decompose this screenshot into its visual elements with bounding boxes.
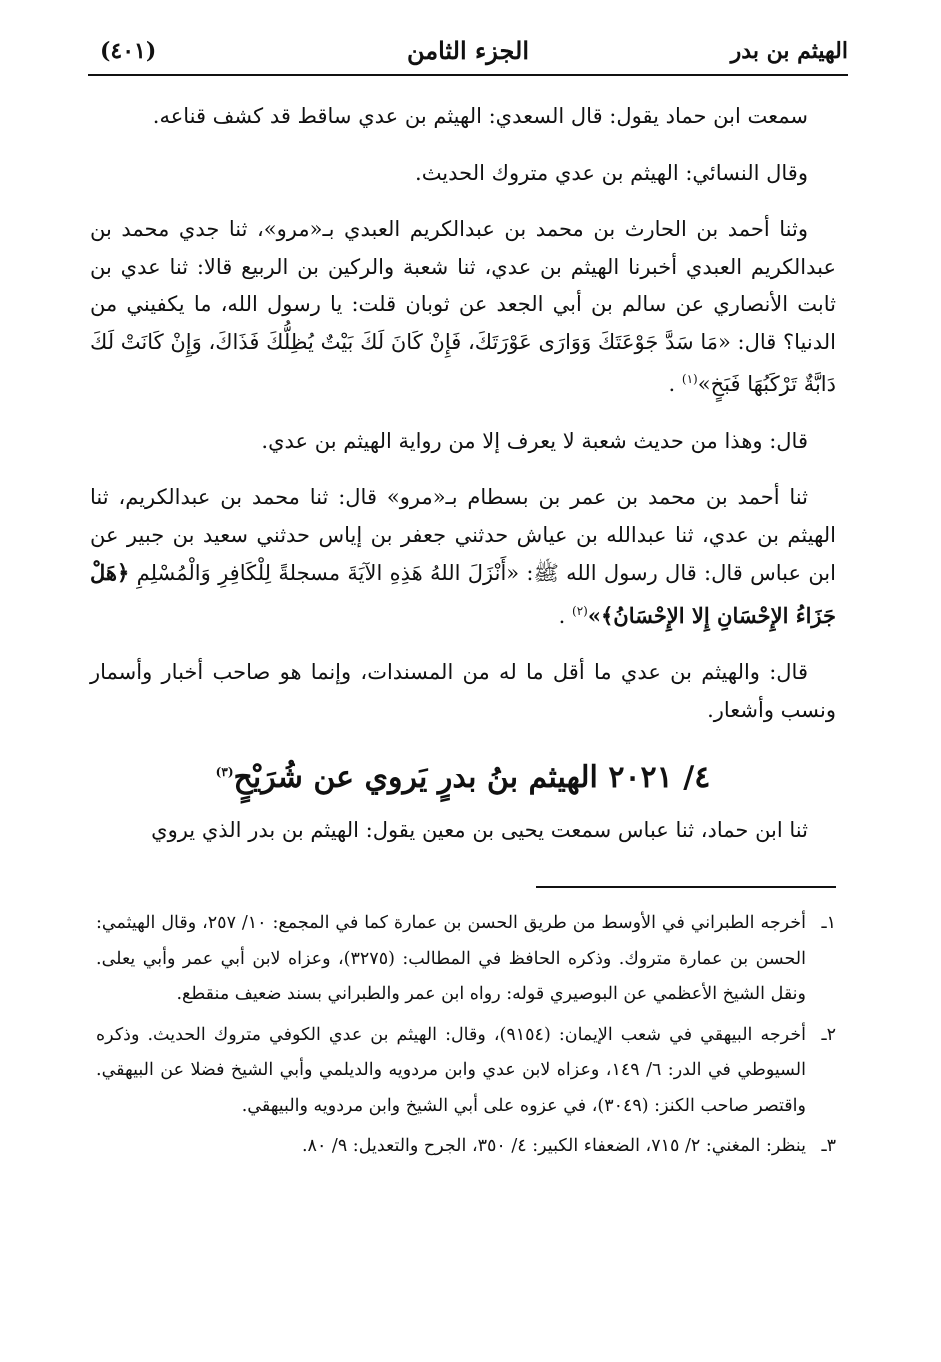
main-text xyxy=(90,98,836,869)
footnote-marker: (٣) xyxy=(215,765,234,779)
page-header xyxy=(88,34,848,76)
paragraph: قال: وهذا من حديث شعبة لا يعرف إلا من رواية الهيثم بن عدي. xyxy=(261,428,808,453)
footnote-marker: (١) xyxy=(681,372,698,386)
footnote-number: ١ـ xyxy=(821,913,836,933)
running-title: الهيثم بن بدر xyxy=(730,38,848,64)
footnote-number: ٣ـ xyxy=(821,1136,836,1156)
footnote-text: أخرجه البيهقي في شعب الإيمان: (٩١٥٤)، وقال: الهيثم بن عدي الكوفي متروك الحديث. وذكره السيوطي في الدر: ٦/ ١٤٩، وعزاه لابن عدي وابن مردويه والديلمي وأبي الشيخ فضلا عن البيهقي. واقتصر صاحب الكنز: (٣٠٤٩)، في عزوه على أبي الشيخ وابن مردويه والبيهقي. xyxy=(96,1024,806,1116)
entry-heading xyxy=(90,748,836,802)
footnote xyxy=(96,906,836,1013)
footnote xyxy=(96,1129,836,1165)
footnote-marker: (٢) xyxy=(572,603,588,618)
footnotes xyxy=(96,906,836,1170)
paragraph-text: وثنا أحمد بن الحارث بن محمد بن عبدالكريم العبدي بـ«مرو»، ثنا جدي محمد بن عبدالكريم العبدي أخبرنا الهيثم بن عدي، ثنا شعبة والركين بن الربيع قالا: ثنا عدي بن ثابت الأنصاري عن سالم بن أبي الجعد عن ثوبان قلت: يا رسول الله، ما يكفيني من الدنيا؟ قال: «مَا سَدَّ جَوْعَتَكَ وَوَارَى عَوْرَتَكَ، فَإِنْ كَانَ لَكَ بَيْتٌ يُظِلُّكَ فَذَاكَ، وَإِنْ كَانَتْ لَكَ دَابَّةٌ تَرْكَبُهَا فَبَخٍ» xyxy=(90,217,836,396)
paragraph: قال: والهيثم بن عدي ما أقل ما له من المسندات، وإنما هو صاحب أخبار وأسمار ونسب وأشعار. xyxy=(90,660,836,722)
page-number: (٤٠١) xyxy=(100,38,157,64)
quran-verse: ﴿هَلْ جَزَاءُ الإِحْسَانِ إِلا الإِحْسَانُ﴾» xyxy=(90,560,836,628)
paragraph: ثنا ابن حماد، ثنا عباس سمعت يحيى بن معين يقول: الهيثم بن بدر الذي يروي xyxy=(151,818,808,842)
paragraph: ثنا أحمد بن محمد بن عمر بن بسطام بـ«مرو» قال: ثنا محمد بن عبدالكريم، ثنا الهيثم بن عدي، ثنا عبدالله بن عياش حدثني جعفر بن إياس حدثني سعيد بن جبير عن ابن عباس قال: قال رسول الله ﷺ: «أَنْزَلَ اللهُ هَذِهِ الآيَةَ مسجلةً لِلْكَافِرِ وَالْمُسْلِمِ ﴿هَلْ جَزَاءُ الإِحْسَانِ إِلا الإِحْسَانُ﴾»$^{(٢)}$ . xyxy=(90,485,836,628)
footnote-text: أخرجه الطبراني في الأوسط من طريق الحسن بن عمارة كما في المجمع: ١٠/ ٢٥٧، وقال الهيثمي: الحسن بن عمارة متروك. وذكره الحافظ في المطالب: (٣٢٧٥)، وعزاه لابن أبي عمر وأبي يعلى. ونقل الشيخ الأعظمي عن البوصيري قوله: رواه ابن عمر والطبراني بسند ضعيف منقطع. xyxy=(96,913,806,1004)
paragraph: وقال النسائي: الهيثم بن عدي متروك الحديث. xyxy=(415,160,808,185)
entry-heading-text: ٤/ ٢٠٢١ الهيثم بنُ بدرٍ يَروي عن شُرَيْحٍ xyxy=(233,760,711,795)
footnote-separator xyxy=(536,886,836,888)
footnote xyxy=(96,1018,836,1125)
part-title: الجزء الثامن xyxy=(406,36,529,65)
footnote-number: ٢ـ xyxy=(821,1024,836,1045)
footnote-text: ينظر: المغني: ٢/ ٧١٥، الضعفاء الكبير: ٤/ ٣٥٠، الجرح والتعديل: ٩/ ٨٠. xyxy=(301,1136,806,1156)
paragraph: سمعت ابن حماد يقول: قال السعدي: الهيثم بن عدي ساقط قد كشف قناعه. xyxy=(152,104,808,128)
paragraph-text: ثنا أحمد بن محمد بن عمر بن بسطام بـ«مرو» قال: ثنا محمد بن عبدالكريم، ثنا الهيثم بن عدي، ثنا عبدالله بن عياش حدثني جعفر بن إياس حدثني سعيد بن جبير عن ابن عباس قال: قال رسول الله ﷺ: «أَنْزَلَ اللهُ هَذِهِ الآيَةَ مسجلةً لِلْكَافِرِ وَالْمُسْلِمِ xyxy=(90,485,836,585)
paragraph: وثنا أحمد بن الحارث بن محمد بن عبدالكريم العبدي بـ«مرو»، ثنا جدي محمد بن عبدالكريم العبدي أخبرنا الهيثم بن عدي، ثنا شعبة والركين بن الربيع قالا: ثنا عدي بن ثابت الأنصاري عن سالم بن أبي الجعد عن ثوبان قلت: يا رسول الله، ما يكفيني من الدنيا؟ قال: «مَا سَدَّ جَوْعَتَكَ وَوَارَى عَوْرَتَكَ، فَإِنْ كَانَ لَكَ بَيْتٌ يُظِلُّكَ فَذَاكَ، وَإِنْ كَانَتْ لَكَ دَابَّةٌ تَرْكَبُهَا فَبَخٍ»$^{(١)}$ . xyxy=(90,217,836,396)
